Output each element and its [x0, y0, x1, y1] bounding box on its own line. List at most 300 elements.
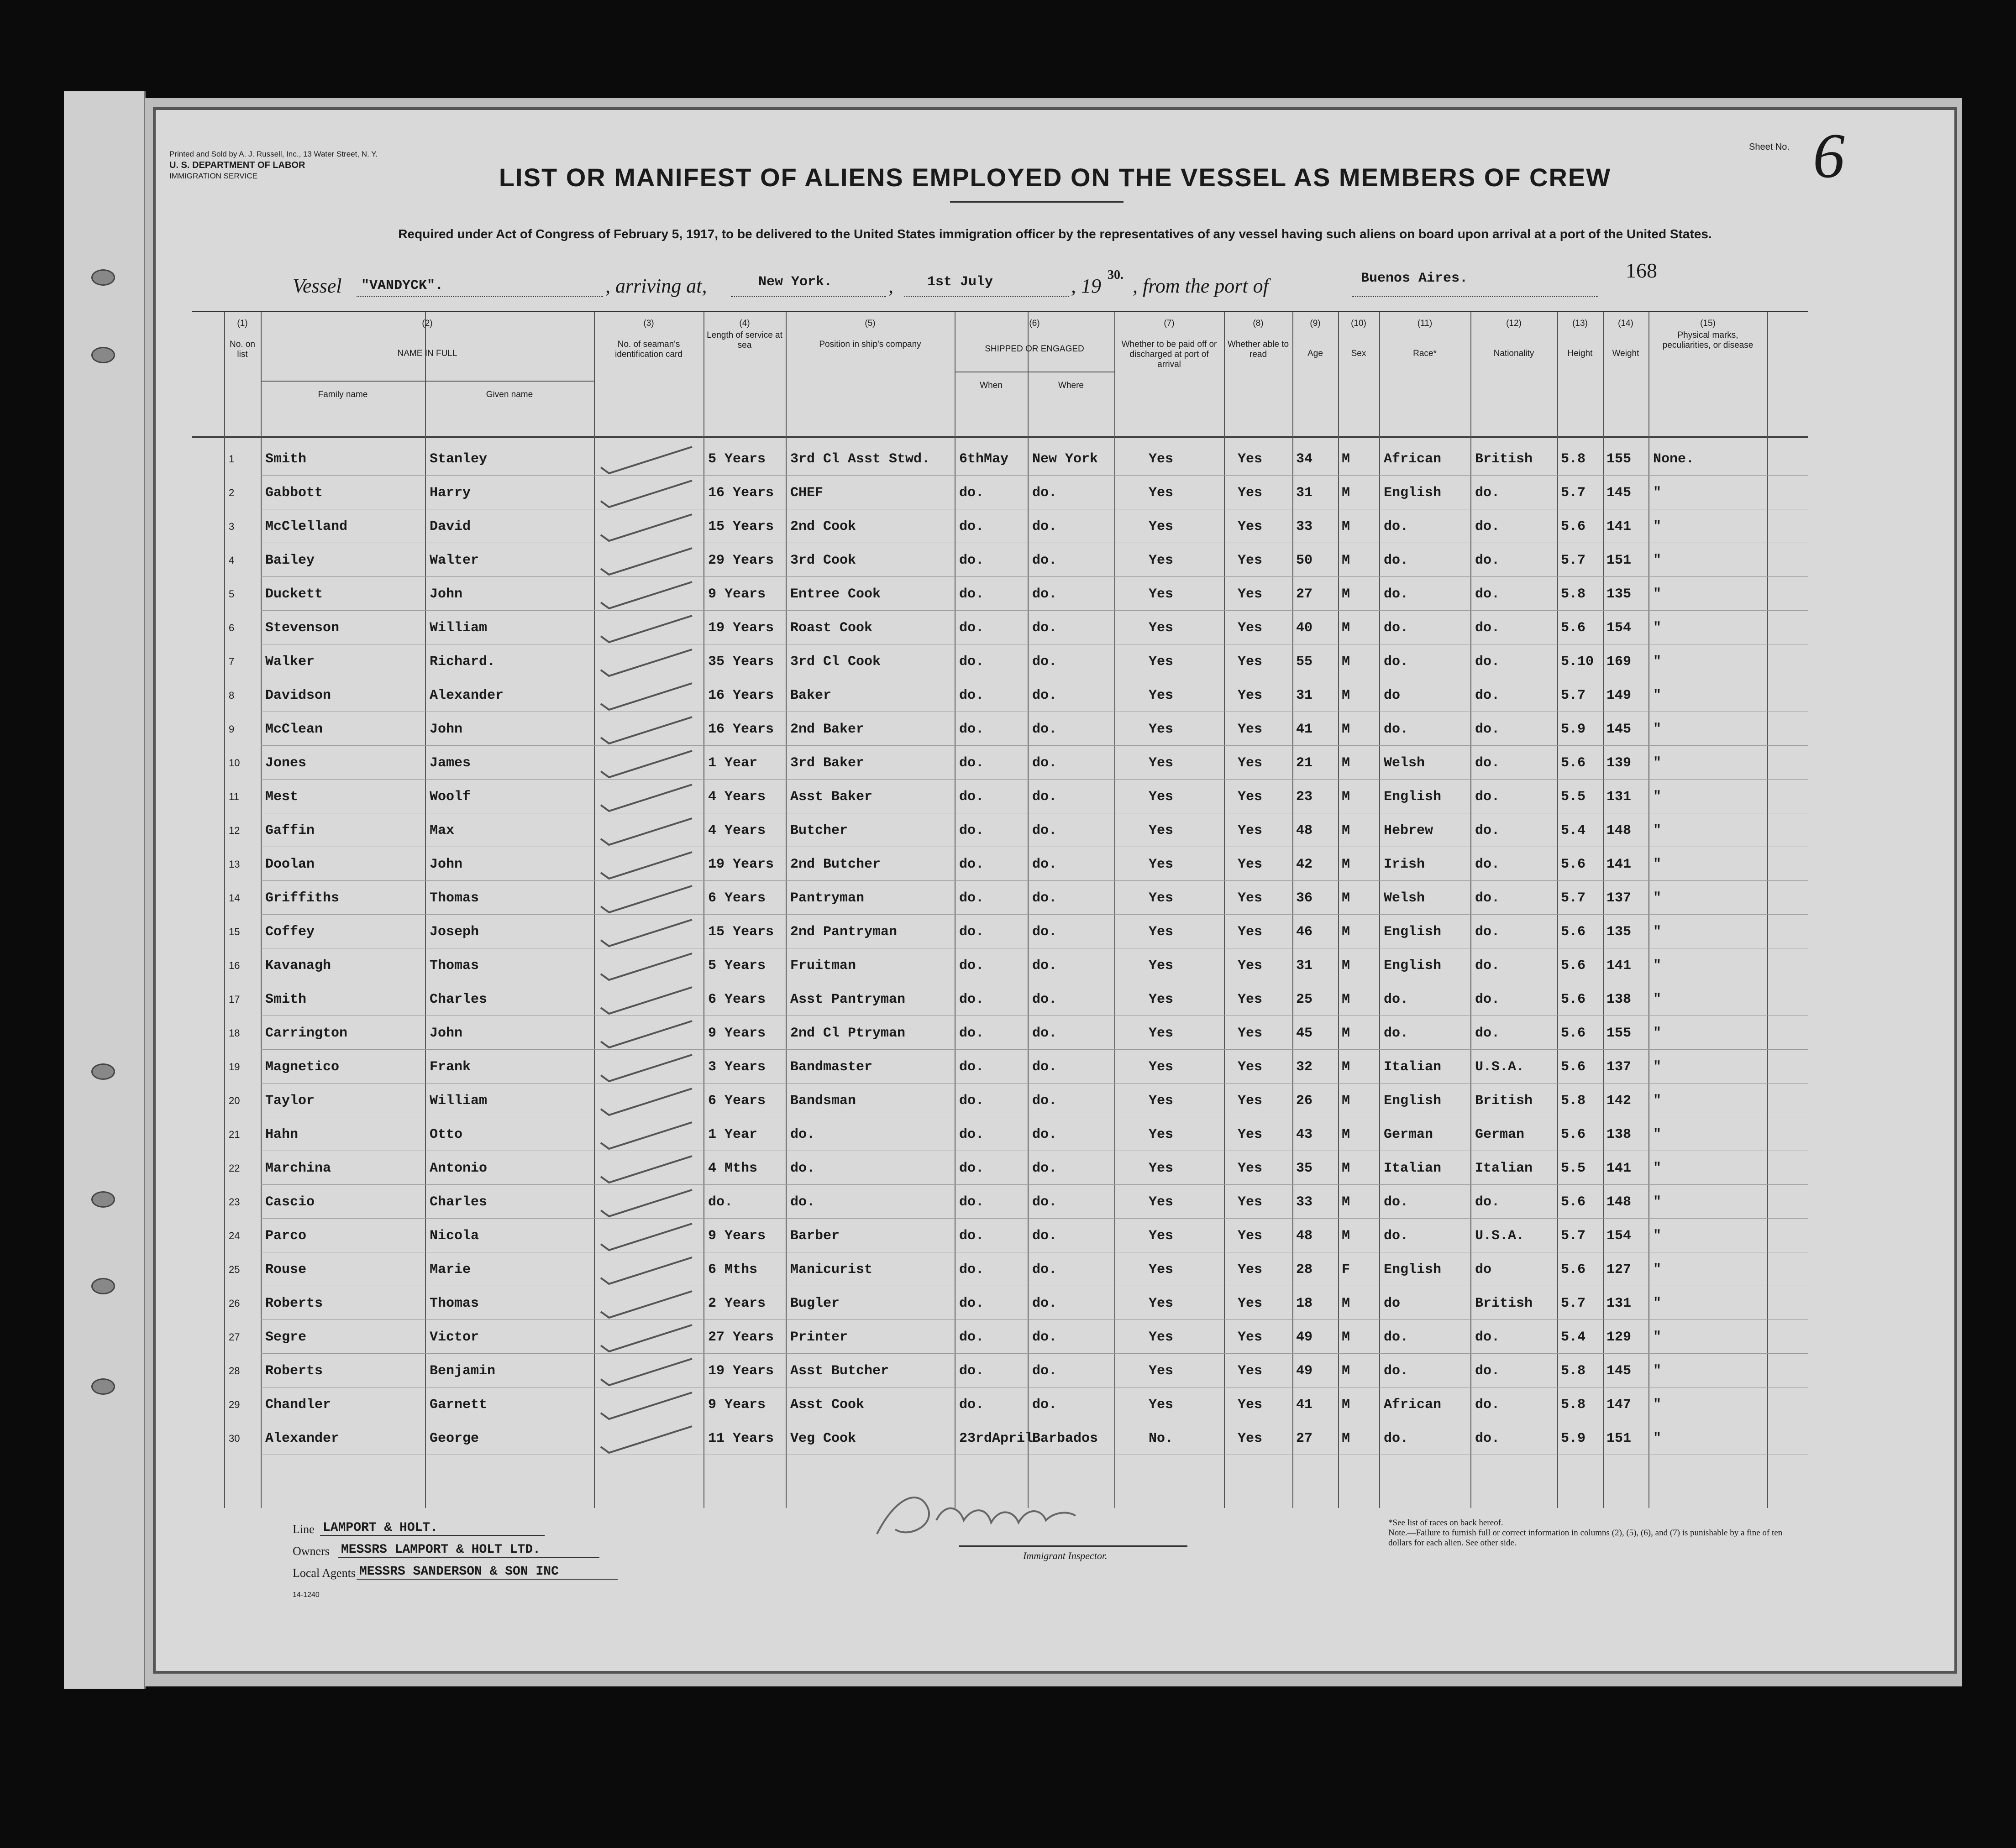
cell-read: Yes: [1238, 519, 1263, 534]
cell-given: Frank: [430, 1059, 471, 1075]
cell-weight: 151: [1606, 1431, 1632, 1446]
cell-service: 19 Years: [708, 857, 774, 872]
cell-service: 6 Years: [708, 890, 766, 906]
cell-given: Thomas: [430, 1296, 479, 1311]
cell-family: Alexander: [265, 1431, 340, 1446]
page-subtitle: Required under Act of Congress of February 5, 1917, to be delivered to the United States immigration officer by the representatives of any vessel having such aliens on board upon arrival at a port of the United States.: [398, 227, 1712, 241]
cell-read: Yes: [1238, 1296, 1263, 1311]
cell-height: 5.8: [1561, 1093, 1586, 1109]
form-number: 14-1240: [293, 1591, 320, 1599]
cell-weight: 145: [1606, 485, 1632, 501]
cell-nationality: do.: [1475, 1363, 1500, 1379]
cell-weight: 155: [1606, 451, 1632, 467]
cell-race: do.: [1384, 1431, 1409, 1446]
column-header-sex: Sex: [1351, 349, 1366, 358]
cell-height: 5.9: [1561, 722, 1586, 737]
dotted-rule: [357, 296, 603, 297]
table-row: [192, 1084, 1808, 1118]
cell-read: Yes: [1238, 1397, 1263, 1413]
cell-sex: M: [1342, 1228, 1350, 1244]
cell-paid: Yes: [1149, 890, 1174, 906]
table-row: [192, 645, 1808, 679]
cell-when: do.: [959, 1330, 984, 1345]
check-mark-icon: [596, 679, 701, 712]
cell-race: Welsh: [1384, 890, 1425, 906]
comma-separator: ,: [888, 275, 893, 297]
cell-height: 5.8: [1561, 1397, 1586, 1413]
cell-read: Yes: [1238, 1161, 1263, 1176]
table-row: [192, 983, 1808, 1016]
cell-service: 5 Years: [708, 451, 766, 467]
cell-marks: ": [1653, 586, 1662, 602]
sheet-number: 6: [1813, 120, 1845, 191]
sheet-label: Sheet No.: [1749, 142, 1790, 152]
cell-age: 18: [1296, 1296, 1313, 1311]
cell-given: George: [430, 1431, 479, 1446]
table-row: [192, 1354, 1808, 1388]
cell-family: McClean: [265, 722, 323, 737]
cell-age: 43: [1296, 1127, 1313, 1142]
cell-family: Duckett: [265, 586, 323, 602]
cell-weight: 169: [1606, 654, 1632, 670]
check-mark-icon: [596, 476, 701, 510]
cell-age: 41: [1296, 722, 1313, 737]
cell-weight: 137: [1606, 1059, 1632, 1075]
cell-where: do.: [1032, 755, 1057, 771]
cell-service: 3 Years: [708, 1059, 766, 1075]
cell-marks: ": [1653, 1262, 1662, 1277]
cell-weight: 138: [1606, 992, 1632, 1007]
column-header-weight: Weight: [1612, 349, 1639, 358]
cell-nationality: do.: [1475, 1026, 1500, 1041]
cell-position: Bugler: [790, 1296, 840, 1311]
cell-family: McClelland: [265, 519, 348, 534]
table-row: [192, 814, 1808, 848]
cell-when: do.: [959, 1363, 984, 1379]
cell-height: 5.6: [1561, 519, 1586, 534]
cell-family: Segre: [265, 1330, 307, 1345]
manifest-page: [153, 107, 1957, 1674]
cell-nationality: do.: [1475, 519, 1500, 534]
cell-where: do.: [1032, 654, 1057, 670]
cell-service: 6 Years: [708, 992, 766, 1007]
cell-when: do.: [959, 1093, 984, 1109]
cell-marks: ": [1653, 1228, 1662, 1244]
cell-service: 15 Years: [708, 519, 774, 534]
cell-marks: ": [1653, 553, 1662, 568]
table-row: [192, 915, 1808, 949]
cell-family: Mest: [265, 789, 299, 805]
cell-race: do.: [1384, 620, 1409, 636]
cell-no: 8: [229, 690, 235, 701]
cell-read: Yes: [1238, 620, 1263, 636]
agents-label: Local Agents: [293, 1566, 356, 1580]
cell-family: Walker: [265, 654, 315, 670]
cell-read: Yes: [1238, 890, 1263, 906]
cell-family: Rouse: [265, 1262, 307, 1277]
column-number: (5): [865, 319, 876, 328]
cell-family: Coffey: [265, 924, 315, 940]
table-row: [192, 1152, 1808, 1185]
cell-race: do.: [1384, 1194, 1409, 1210]
cell-position: Bandmaster: [790, 1059, 873, 1075]
table-row: [192, 476, 1808, 510]
cell-family: Davidson: [265, 688, 331, 703]
cell-weight: 145: [1606, 722, 1632, 737]
column-number: (6): [1029, 319, 1040, 328]
cell-no: 18: [229, 1027, 240, 1039]
cell-no: 29: [229, 1399, 240, 1410]
cell-when: do.: [959, 519, 984, 534]
cell-no: 19: [229, 1061, 240, 1073]
cell-age: 46: [1296, 924, 1313, 940]
column-number: (7): [1164, 319, 1175, 328]
cell-paid: Yes: [1149, 992, 1174, 1007]
cell-given: John: [430, 586, 463, 602]
cell-no: 1: [229, 453, 235, 465]
cell-given: John: [430, 1026, 463, 1041]
cell-given: Richard.: [430, 654, 496, 670]
cell-read: Yes: [1238, 1262, 1263, 1277]
cell-read: Yes: [1238, 1194, 1263, 1210]
cell-age: 31: [1296, 485, 1313, 501]
table-row: [192, 1185, 1808, 1219]
cell-service: 6 Mths: [708, 1262, 758, 1277]
table-row: [192, 712, 1808, 746]
cell-position: Asst Butcher: [790, 1363, 889, 1379]
cell-marks: ": [1653, 485, 1662, 501]
cell-race: Italian: [1384, 1059, 1442, 1075]
cell-position: Pantryman: [790, 890, 865, 906]
column-header-id-card: No. of seaman's identification card: [615, 340, 682, 359]
table-row: [192, 1050, 1808, 1084]
cell-sex: M: [1342, 1431, 1350, 1446]
cell-given: Max: [430, 823, 455, 838]
check-mark-icon: [596, 1388, 701, 1422]
check-mark-icon: [596, 915, 701, 949]
cell-position: Printer: [790, 1330, 848, 1345]
cell-given: William: [430, 620, 488, 636]
cell-nationality: do.: [1475, 857, 1500, 872]
cell-read: Yes: [1238, 654, 1263, 670]
cell-paid: Yes: [1149, 1127, 1174, 1142]
cell-position: 2nd Butcher: [790, 857, 881, 872]
cell-given: Alexander: [430, 688, 504, 703]
table-row: [192, 442, 1808, 476]
cell-family: Hahn: [265, 1127, 299, 1142]
cell-read: Yes: [1238, 1127, 1263, 1142]
cell-read: Yes: [1238, 722, 1263, 737]
cell-nationality: British: [1475, 1296, 1533, 1311]
cell-service: 15 Years: [708, 924, 774, 940]
column-header-when: When: [980, 381, 1003, 390]
cell-no: 5: [229, 588, 235, 600]
cell-sex: M: [1342, 451, 1350, 467]
cell-where: do.: [1032, 857, 1057, 872]
cell-no: 9: [229, 723, 235, 735]
cell-nationality: do.: [1475, 654, 1500, 670]
cell-race: do: [1384, 1296, 1401, 1311]
cell-service: 6 Years: [708, 1093, 766, 1109]
cell-race: do.: [1384, 992, 1409, 1007]
cell-weight: 142: [1606, 1093, 1632, 1109]
cell-service: 16 Years: [708, 688, 774, 703]
check-mark-icon: [596, 848, 701, 881]
printer-line: Printed and Sold by A. J. Russell, Inc., 13 Water Street, N. Y.: [169, 150, 378, 158]
cell-sex: M: [1342, 1296, 1350, 1311]
cell-where: do.: [1032, 958, 1057, 974]
cell-race: do.: [1384, 1330, 1409, 1345]
cell-where: do.: [1032, 1127, 1057, 1142]
cell-paid: Yes: [1149, 755, 1174, 771]
cell-paid: Yes: [1149, 1296, 1174, 1311]
cell-sex: M: [1342, 1059, 1350, 1075]
cell-age: 42: [1296, 857, 1313, 872]
cell-marks: None.: [1653, 451, 1695, 467]
cell-family: Doolan: [265, 857, 315, 872]
cell-marks: ": [1653, 857, 1662, 872]
cell-no: 6: [229, 622, 235, 633]
cell-when: 6thMay: [959, 451, 1009, 467]
column-number: (13): [1572, 319, 1588, 328]
cell-when: do.: [959, 586, 984, 602]
binder-strip: [64, 91, 146, 1689]
cell-marks: ": [1653, 924, 1662, 940]
cell-race: do.: [1384, 519, 1409, 534]
cell-position: 3rd Cl Cook: [790, 654, 881, 670]
cell-when: do.: [959, 755, 984, 771]
cell-weight: 129: [1606, 1330, 1632, 1345]
cell-read: Yes: [1238, 1363, 1263, 1379]
vessel-label: Vessel: [293, 275, 342, 297]
cell-service: do.: [708, 1194, 733, 1210]
table-row: [192, 544, 1808, 577]
check-mark-icon: [596, 1422, 701, 1455]
manifest-footer: [293, 1513, 1936, 1650]
cell-when: do.: [959, 823, 984, 838]
cell-position: Barber: [790, 1228, 840, 1244]
cell-sex: M: [1342, 890, 1350, 906]
column-number: (9): [1310, 319, 1321, 328]
column-header-where: Where: [1058, 381, 1084, 390]
cell-sex: M: [1342, 958, 1350, 974]
cell-position: Veg Cook: [790, 1431, 856, 1446]
cell-height: 5.6: [1561, 1194, 1586, 1210]
cell-nationality: do.: [1475, 620, 1500, 636]
cell-no: 14: [229, 892, 240, 904]
check-mark-icon: [596, 1185, 701, 1219]
owners-label: Owners: [293, 1544, 330, 1558]
cell-height: 5.9: [1561, 1431, 1586, 1446]
cell-height: 5.7: [1561, 1296, 1586, 1311]
cell-family: Smith: [265, 451, 307, 467]
arriving-label: , arriving at,: [605, 275, 707, 297]
cell-read: Yes: [1238, 553, 1263, 568]
cell-where: do.: [1032, 553, 1057, 568]
cell-position: CHEF: [790, 485, 824, 501]
cell-nationality: British: [1475, 451, 1533, 467]
check-mark-icon: [596, 1084, 701, 1118]
column-header-name: NAME IN FULL: [397, 349, 457, 358]
cell-where: do.: [1032, 485, 1057, 501]
column-header-service: Length of service at sea: [707, 330, 782, 350]
cell-race: do.: [1384, 1228, 1409, 1244]
cell-service: 9 Years: [708, 1026, 766, 1041]
cell-height: 5.8: [1561, 586, 1586, 602]
cell-height: 5.7: [1561, 1228, 1586, 1244]
cell-nationality: do.: [1475, 1431, 1500, 1446]
column-number: (10): [1351, 319, 1366, 328]
cell-nationality: do.: [1475, 586, 1500, 602]
cell-read: Yes: [1238, 992, 1263, 1007]
cell-nationality: do.: [1475, 688, 1500, 703]
check-mark-icon: [596, 1354, 701, 1388]
column-number: (15): [1700, 319, 1716, 328]
cell-nationality: do.: [1475, 823, 1500, 838]
cell-race: do.: [1384, 553, 1409, 568]
cell-age: 26: [1296, 1093, 1313, 1109]
cell-weight: 135: [1606, 924, 1632, 940]
column-header-height: Height: [1567, 349, 1593, 358]
cell-position: 3rd Cook: [790, 553, 856, 568]
table-row: [192, 1422, 1808, 1455]
check-mark-icon: [596, 1152, 701, 1185]
check-mark-icon: [596, 611, 701, 645]
check-mark-icon: [596, 577, 701, 611]
cell-given: Thomas: [430, 890, 479, 906]
cell-height: 5.6: [1561, 1127, 1586, 1142]
cell-weight: 141: [1606, 1161, 1632, 1176]
check-mark-icon: [596, 510, 701, 544]
page-number: 168: [1626, 259, 1657, 282]
column-number: (12): [1506, 319, 1522, 328]
cell-marks: ": [1653, 755, 1662, 771]
cell-position: 2nd Cl Ptryman: [790, 1026, 906, 1041]
cell-weight: 141: [1606, 857, 1632, 872]
cell-no: 26: [229, 1298, 240, 1309]
cell-sex: M: [1342, 553, 1350, 568]
cell-service: 4 Mths: [708, 1161, 758, 1176]
cell-given: Otto: [430, 1127, 463, 1142]
cell-sex: M: [1342, 924, 1350, 940]
binder-hole: [91, 1063, 115, 1080]
header-subrule: [261, 381, 594, 382]
cell-weight: 148: [1606, 1194, 1632, 1210]
cell-race: English: [1384, 1262, 1442, 1277]
cell-paid: Yes: [1149, 1026, 1174, 1041]
cell-nationality: do.: [1475, 789, 1500, 805]
cell-nationality: do.: [1475, 958, 1500, 974]
cell-position: Butcher: [790, 823, 848, 838]
cell-given: William: [430, 1093, 488, 1109]
cell-given: Thomas: [430, 958, 479, 974]
cell-height: 5.6: [1561, 1026, 1586, 1041]
cell-height: 5.7: [1561, 890, 1586, 906]
cell-height: 5.8: [1561, 451, 1586, 467]
cell-service: 9 Years: [708, 1228, 766, 1244]
table-row: [192, 1016, 1808, 1050]
cell-where: Barbados: [1032, 1431, 1098, 1446]
cell-no: 21: [229, 1129, 240, 1140]
cell-age: 27: [1296, 1431, 1313, 1446]
table-row: [192, 1219, 1808, 1253]
cell-sex: M: [1342, 1161, 1350, 1176]
owners-value: MESSRS LAMPORT & HOLT LTD.: [338, 1543, 599, 1558]
cell-paid: Yes: [1149, 1161, 1174, 1176]
cell-age: 48: [1296, 1228, 1313, 1244]
cell-position: Asst Baker: [790, 789, 873, 805]
cell-nationality: do.: [1475, 1330, 1500, 1345]
cell-weight: 141: [1606, 519, 1632, 534]
cell-where: do.: [1032, 1059, 1057, 1075]
cell-height: 5.6: [1561, 755, 1586, 771]
cell-given: Nicola: [430, 1228, 479, 1244]
check-mark-icon: [596, 1050, 701, 1084]
cell-no: 13: [229, 859, 240, 870]
cell-given: Marie: [430, 1262, 471, 1277]
cell-nationality: do: [1475, 1262, 1492, 1277]
cell-marks: ": [1653, 519, 1662, 534]
cell-when: do.: [959, 1262, 984, 1277]
cell-read: Yes: [1238, 755, 1263, 771]
cell-height: 5.6: [1561, 924, 1586, 940]
cell-service: 2 Years: [708, 1296, 766, 1311]
cell-paid: Yes: [1149, 1059, 1174, 1075]
check-mark-icon: [596, 1118, 701, 1152]
cell-marks: ": [1653, 654, 1662, 670]
cell-service: 19 Years: [708, 620, 774, 636]
cell-weight: 147: [1606, 1397, 1632, 1413]
origin-port: Buenos Aires.: [1361, 271, 1468, 286]
cell-when: do.: [959, 890, 984, 906]
cell-no: 17: [229, 994, 240, 1005]
cell-age: 36: [1296, 890, 1313, 906]
cell-paid: Yes: [1149, 519, 1174, 534]
column-header-given: Given name: [486, 390, 533, 399]
cell-marks: ": [1653, 1161, 1662, 1176]
cell-given: Garnett: [430, 1397, 488, 1413]
cell-no: 25: [229, 1264, 240, 1275]
cell-when: do.: [959, 958, 984, 974]
cell-read: Yes: [1238, 857, 1263, 872]
column-header-race: Race*: [1413, 349, 1437, 358]
cell-family: Griffiths: [265, 890, 340, 906]
cell-service: 9 Years: [708, 586, 766, 602]
cell-marks: ": [1653, 1093, 1662, 1109]
cell-marks: ": [1653, 992, 1662, 1007]
cell-service: 16 Years: [708, 722, 774, 737]
cell-family: Jones: [265, 755, 307, 771]
cell-family: Marchina: [265, 1161, 331, 1176]
cell-nationality: British: [1475, 1093, 1533, 1109]
check-mark-icon: [596, 1287, 701, 1320]
cell-position: Roast Cook: [790, 620, 873, 636]
cell-marks: ": [1653, 1194, 1662, 1210]
cell-weight: 145: [1606, 1363, 1632, 1379]
cell-age: 28: [1296, 1262, 1313, 1277]
table-row: [192, 1118, 1808, 1152]
column-number: (3): [643, 319, 654, 328]
footnote: [1388, 1518, 1799, 1548]
cell-age: 40: [1296, 620, 1313, 636]
cell-paid: Yes: [1149, 1397, 1174, 1413]
cell-when: do.: [959, 1161, 984, 1176]
cell-given: Joseph: [430, 924, 479, 940]
column-header-nationality: Nationality: [1493, 349, 1534, 358]
binder-hole: [91, 347, 115, 363]
cell-no: 16: [229, 960, 240, 971]
table-row: [192, 881, 1808, 915]
